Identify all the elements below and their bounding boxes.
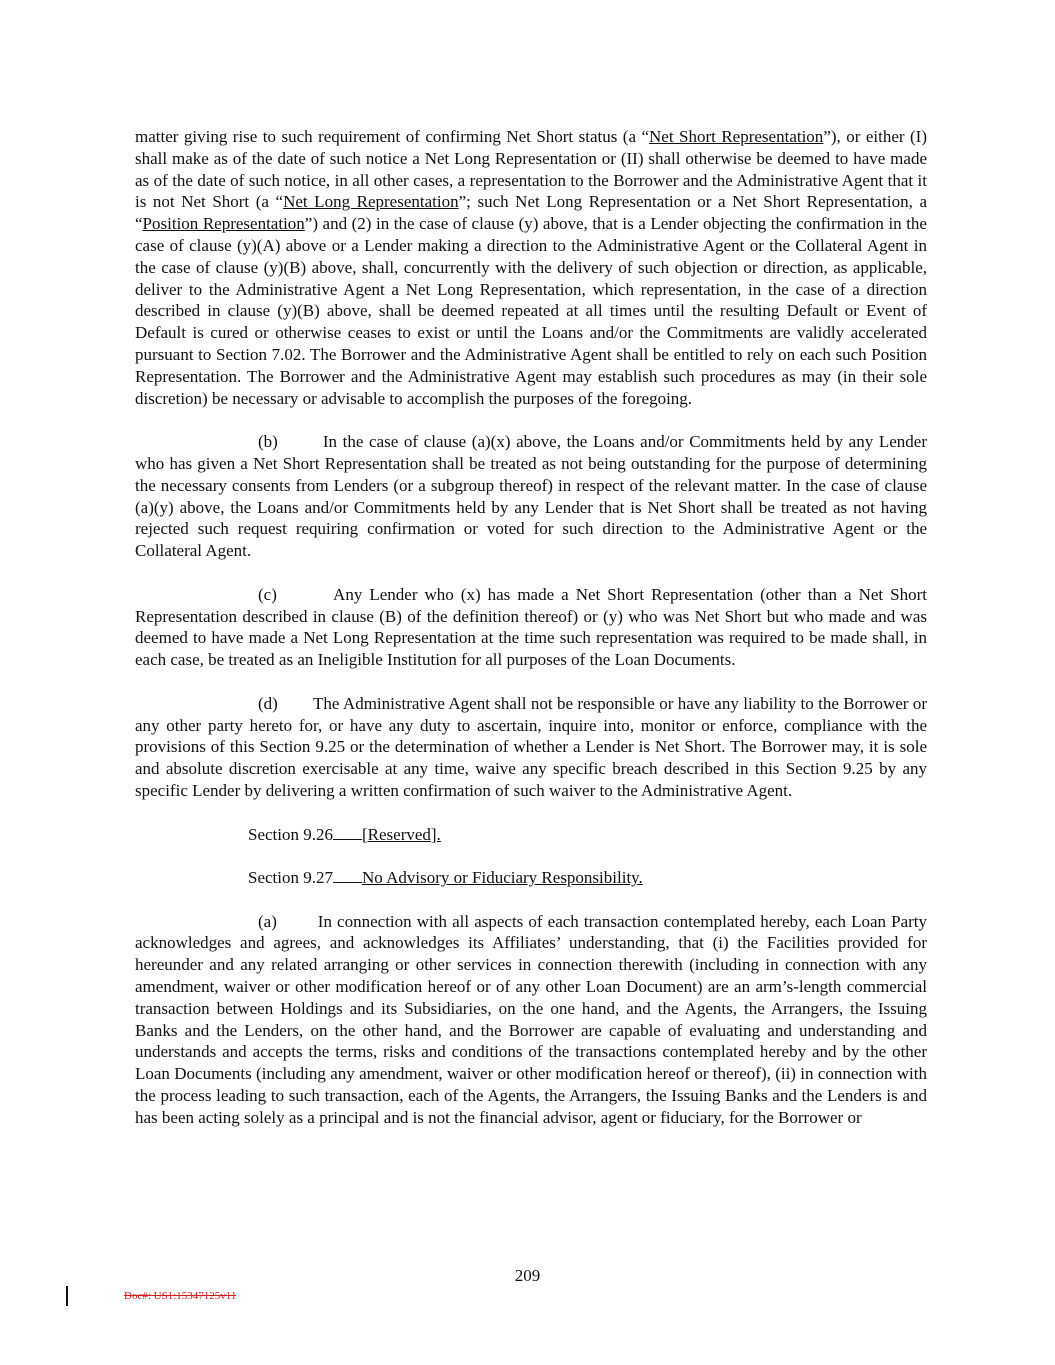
defined-term-net-long-representation: Net Long Representation (283, 192, 459, 212)
paragraph-label: (b) (258, 432, 278, 452)
section-heading-9-27 (135, 867, 927, 889)
paragraph-9-27-a (135, 911, 927, 1129)
paragraph-continuation (135, 126, 927, 409)
document-body (135, 126, 927, 1150)
section-title: [Reserved]. (362, 824, 441, 844)
paragraph-c (135, 584, 927, 671)
paragraph-text: The Administrative Agent shall not be responsible or have any liability to the Borrower or any other party hereto for, or have any duty to ascertain, inquire into, monitor or enforce, compliance with the provisions of this Section 9.25 or the determination of whether a Lender is Net Short. The Borrower may, it is sole and absolute discretion exercisable at any time, waive any specific breach described in this Section 9.25 by any specific Lender by delivering a written confirmation of such waiver to the Administrative Agent. (135, 693, 927, 800)
section-number: Section 9.27 (248, 868, 333, 888)
paragraph-label: (d) (258, 693, 278, 713)
paragraph-text: Any Lender who (x) has made a Net Short Representation (other than a Net Short Representation described in clause (B) of the definition thereof) or (y) who was Net Short but who made and was deemed to have made a Net Long Representation at the time such representation was required to be made shall, in each case, be treated as an Ineligible Institution for all purposes of the Loan Documents. (135, 584, 927, 670)
text-run: ”), or either (I) shall make as of the date of such notice a Net Long Representation or (II) shall otherwise be deemed to have made as of the date of such notice, in all other cases, a representation to the Borrower and the Administrative Agent that it is not Net Short (a “ (135, 127, 927, 212)
page-number: 209 (514, 1266, 541, 1285)
defined-term-position-representation: Position Representation (142, 214, 305, 234)
paragraph-b (135, 431, 927, 562)
section-number: Section 9.26 (248, 824, 333, 844)
document-id: Doc#: US1:15347125v11 (124, 1290, 237, 1302)
paragraph-label: (a) (258, 911, 277, 931)
heading-underline-gap (333, 867, 362, 883)
paragraph-text: In connection with all aspects of each transaction contemplated hereby, each Loan Party acknowledges and agrees, and acknowledges its Affiliates’ understanding, that (i) the Facilities provided for hereunder and any related arranging or other services in connection therewith (including in connection with any amendment, waiver or other modification hereof or of any other Loan Document) are an arm’s-length commercial transaction between Holdings and its Subsidiaries, on the one hand, and the Agents, the Arrangers, the Issuing Banks and the Lenders, on the other hand, and the Borrower are capable of evaluating and understanding and understands and accepts the terms, risks and conditions of the transactions contemplated hereby and by the other Loan Documents (including any amendment, waiver or other modification hereof or thereof), (ii) in connection with the process leading to such transaction, each of the Agents, the Arrangers, the Issuing Banks and the Lenders is and has been acting solely as a principal and is not the financial advisor, agent or fiduciary, for the Borrower or (135, 911, 927, 1127)
text-run: ”; such Net Long Representation or a Net Short Representation, a “ (135, 192, 927, 234)
paragraph-d (135, 693, 927, 802)
text-run: matter giving rise to such requirement of confirming Net Short status (a “ (135, 127, 650, 146)
paragraph-text: In the case of clause (a)(x) above, the Loans and/or Commitments held by any Lender who has given a Net Short Representation shall be treated as not being outstanding for the purpose of determining the necessary consents from Lenders (or a subgroup thereof) in respect of the relevant matter. In the case of clause (a)(y) above, the Loans and/or Commitments held by any Lender that is Net Short shall be treated as not having rejected such request requiring confirmation or voted for such direction to the Administrative Agent or the Collateral Agent. (135, 432, 927, 561)
revision-change-bar (66, 1286, 68, 1306)
section-heading-9-26 (135, 824, 927, 846)
heading-underline-gap (333, 824, 362, 840)
paragraph-label: (c) (258, 584, 277, 604)
text-run: ”) and (2) in the case of clause (y) above, that is a Lender objecting the confirmation in the case of clause (y)(A) above or a Lender making a direction to the Administrative Agent or the Collateral Agent in the case of clause (y)(B) above, shall, concurrently with the delivery of such objection or direction, as applicable, deliver to the Administrative Agent a Net Long Representation, which representation, in the case of a direction described in clause (y)(B) above, shall be deemed repeated at all times until the resulting Default or Event of Default is cured or otherwise ceases to exist or until the Loans and/or the Commitments are validly accelerated pursuant to Section 7.02. The Borrower and the Administrative Agent shall be entitled to rely on each such Position Representation. The Borrower and the Administrative Agent may establish such procedures as may (in their sole discretion) be necessary or advisable to accomplish the purposes of the foregoing. (135, 214, 927, 408)
defined-term-net-short-representation: Net Short Representation (649, 127, 824, 146)
section-title: No Advisory or Fiduciary Responsibility. (362, 868, 643, 888)
